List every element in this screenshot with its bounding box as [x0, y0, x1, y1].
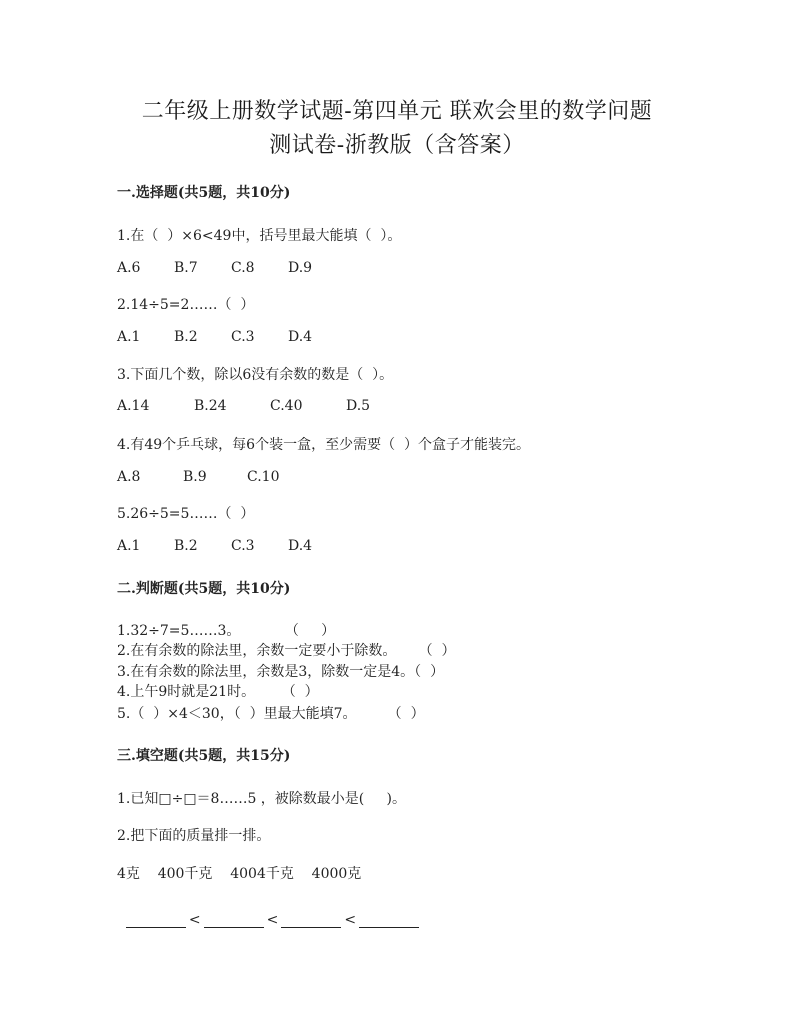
- s1-q1: 1.在（ ）×6<49中，括号里最大能填（ ）。: [117, 228, 402, 244]
- s2-item-4: 4.上午9时就是21时。 （ ）: [117, 684, 319, 700]
- s1-q5-option-a: A.1: [117, 538, 141, 554]
- s1-q5-option-d: D.4: [288, 538, 313, 554]
- answer-blank-2[interactable]: [204, 913, 264, 928]
- s1-q1-option-b: B.7: [174, 260, 198, 276]
- s1-q3-option-d: D.5: [346, 398, 371, 414]
- s3-q1: 1.已知□÷□＝8……5 ，被除数最小是( )。: [117, 791, 406, 807]
- answer-blank-4[interactable]: [359, 913, 419, 928]
- section2-heading: 二.判断题(共5题，共10分): [117, 581, 291, 597]
- s3-q2: 2.把下面的质量排一排。: [117, 828, 271, 844]
- answer-blank-1[interactable]: [126, 913, 186, 928]
- less-than-sign: <: [344, 912, 357, 928]
- s3-weights: 4克 400千克 4004千克 4000克: [117, 866, 362, 882]
- s1-q3-option-a: A.14: [117, 398, 150, 414]
- s2-item-1: 1.32÷7=5……3。 （ ）: [117, 623, 336, 639]
- answer-blank-3[interactable]: [281, 913, 341, 928]
- s2-item-5: 5.（ ）×4＜30，（ ）里最大能填7。 （ ）: [117, 706, 425, 722]
- s1-q1-option-a: A.6: [117, 260, 141, 276]
- s1-q5: 5.26÷5=5……（ ）: [117, 506, 255, 522]
- less-than-sign: <: [188, 912, 201, 928]
- s1-q3-option-b: B.24: [194, 398, 227, 414]
- s2-item-2: 2.在有余数的除法里，余数一定要小于除数。 （ ）: [117, 643, 456, 659]
- section3-heading: 三.填空题(共5题，共15分): [117, 748, 291, 764]
- s1-q2-option-a: A.1: [117, 329, 141, 345]
- s1-q4-option-b: B.9: [183, 469, 207, 485]
- s1-q5-option-b: B.2: [174, 538, 198, 554]
- s1-q2-option-b: B.2: [174, 329, 198, 345]
- s1-q2: 2.14÷5=2……（ ）: [117, 297, 255, 313]
- ordering-blanks: [117, 896, 419, 928]
- s1-q2-option-d: D.4: [288, 329, 313, 345]
- page-title-line2: 测试卷-浙教版（含答案）: [269, 133, 525, 158]
- s1-q1-option-c: C.8: [231, 260, 255, 276]
- s1-q1-option-d: D.9: [288, 260, 313, 276]
- s1-q3: 3.下面几个数，除以6没有余数的数是（ ）。: [117, 367, 394, 383]
- s1-q2-option-c: C.3: [231, 329, 255, 345]
- s1-q3-option-c: C.40: [270, 398, 303, 414]
- s1-q5-option-c: C.3: [231, 538, 255, 554]
- section1-heading: 一.选择题(共5题，共10分): [117, 185, 291, 201]
- less-than-sign: <: [266, 912, 279, 928]
- s1-q4-option-a: A.8: [117, 469, 141, 485]
- page-title-line1: 二年级上册数学试题-第四单元 联欢会里的数学问题: [141, 99, 653, 124]
- s1-q4-option-c: C.10: [247, 469, 280, 485]
- s2-item-3: 3.在有余数的除法里，余数是3，除数一定是4。（ ）: [117, 664, 445, 680]
- s1-q4: 4.有49个乒乓球，每6个装一盒，至少需要（ ）个盒子才能装完。: [117, 437, 530, 453]
